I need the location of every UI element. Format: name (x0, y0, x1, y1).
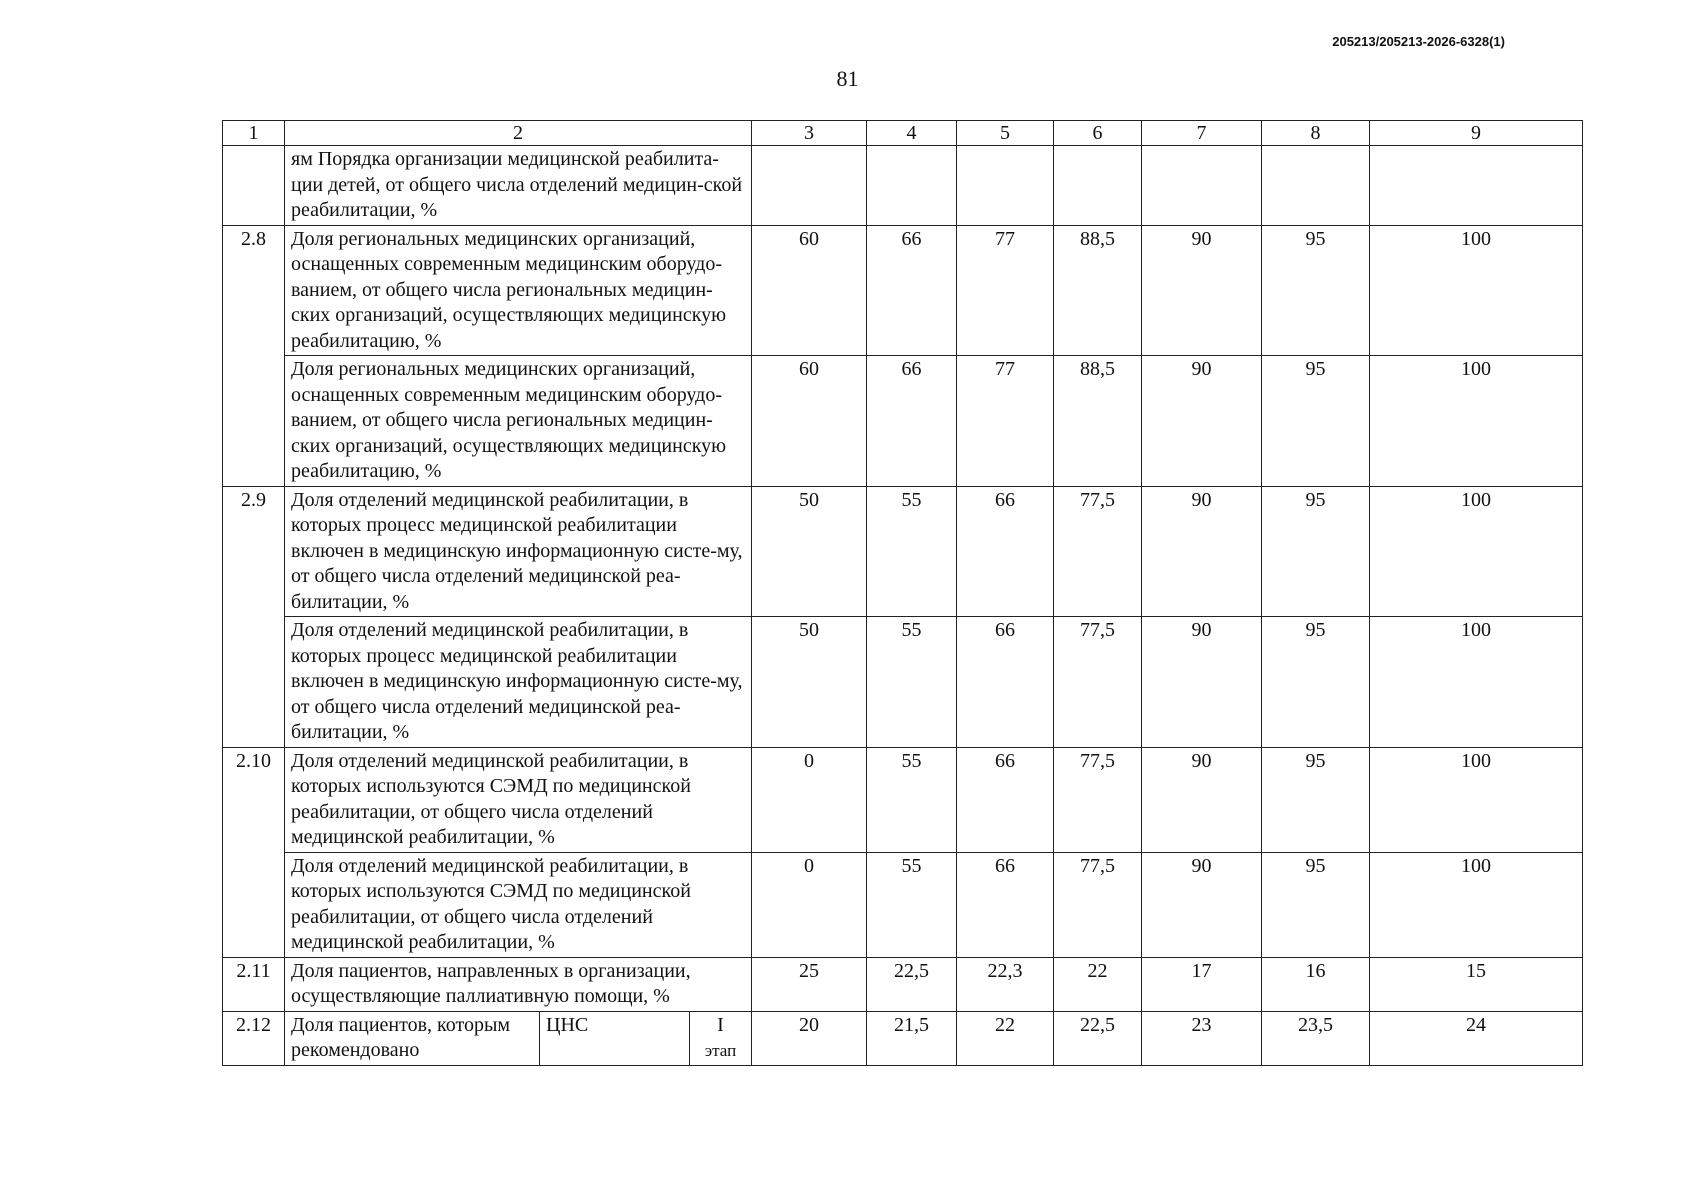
value-cell: 22 (1054, 957, 1142, 1011)
value-cell: 22 (957, 1011, 1054, 1065)
value-cell: 88,5 (1054, 225, 1142, 356)
value-cell: 100 (1370, 486, 1583, 617)
value-cell: 55 (867, 747, 957, 852)
value-cell: 90 (1142, 356, 1262, 487)
value-cell: 100 (1370, 747, 1583, 852)
value-cell: 77 (957, 356, 1054, 487)
indicator-description: Доля региональных медицинских организаций, оснащенных современным медицинским оборудо-ванием, от общего числа региональных медицин-ских организаций, осуществляющих медицинскую реабилитацию, % (285, 356, 752, 487)
value-cell: 23 (1142, 1011, 1262, 1065)
value-cell: 0 (752, 852, 867, 957)
stage-cell (690, 1011, 752, 1065)
indicator-description: Доля отделений медицинской реабилитации, в которых используются СЭМД по медицинской реабилитации, от общего числа отделений медицинской реабилитации, % (285, 852, 752, 957)
value-cell: 17 (1142, 957, 1262, 1011)
row-number-cell: 2.10 (223, 747, 285, 957)
value-cell: 50 (752, 486, 867, 617)
page-number: 81 (836, 66, 859, 91)
table-row (223, 1011, 1583, 1065)
row-number-cell: 2.11 (223, 957, 285, 1011)
value-cell (957, 146, 1054, 226)
row-number-cell (223, 146, 285, 226)
document-id: 205213/205213-2026-6328(1) (1332, 34, 1505, 49)
column-header: 7 (1142, 121, 1262, 146)
value-cell: 77,5 (1054, 486, 1142, 617)
value-cell: 77 (957, 225, 1054, 356)
column-header: 9 (1370, 121, 1583, 146)
value-cell: 90 (1142, 747, 1262, 852)
value-cell: 77,5 (1054, 852, 1142, 957)
value-cell (1262, 146, 1370, 226)
value-cell: 55 (867, 852, 957, 957)
value-cell: 55 (867, 486, 957, 617)
value-cell: 100 (1370, 225, 1583, 356)
value-cell: 66 (867, 225, 957, 356)
row-number-cell: 2.12 (223, 1011, 285, 1065)
row-number-cell: 2.8 (223, 225, 285, 486)
value-cell: 50 (752, 617, 867, 748)
value-cell: 90 (1142, 225, 1262, 356)
value-cell: 15 (1370, 957, 1583, 1011)
indicator-description: Доля пациентов, которым рекомендовано (285, 1011, 540, 1065)
indicators-table (222, 120, 1583, 1066)
table-row (223, 225, 1583, 356)
value-cell: 22,5 (1054, 1011, 1142, 1065)
value-cell: 25 (752, 957, 867, 1011)
value-cell: 100 (1370, 617, 1583, 748)
value-cell: 20 (752, 1011, 867, 1065)
sub-category-label: ЦНС (540, 1011, 690, 1065)
column-header: 2 (285, 121, 752, 146)
value-cell (1142, 146, 1262, 226)
column-header: 5 (957, 121, 1054, 146)
column-header: 6 (1054, 121, 1142, 146)
stage-word: этап (704, 1041, 737, 1060)
value-cell: 90 (1142, 852, 1262, 957)
value-cell: 16 (1262, 957, 1370, 1011)
value-cell: 66 (867, 356, 957, 487)
table-row (223, 957, 1583, 1011)
value-cell: 66 (957, 486, 1054, 617)
table-row (223, 747, 1583, 852)
value-cell: 66 (957, 747, 1054, 852)
indicator-description: Доля пациентов, направленных в организации, осуществляющие паллиативную помощи, % (285, 957, 752, 1011)
value-cell: 21,5 (867, 1011, 957, 1065)
table-row (223, 486, 1583, 617)
indicator-description: Доля отделений медицинской реабилитации, в которых используются СЭМД по медицинской реабилитации, от общего числа отделений медицинской реабилитации, % (285, 747, 752, 852)
value-cell: 77,5 (1054, 747, 1142, 852)
stage-roman: I (717, 1013, 724, 1036)
value-cell (752, 146, 867, 226)
value-cell: 95 (1262, 747, 1370, 852)
value-cell: 55 (867, 617, 957, 748)
column-header: 4 (867, 121, 957, 146)
value-cell: 66 (957, 617, 1054, 748)
value-cell: 95 (1262, 225, 1370, 356)
value-cell: 88,5 (1054, 356, 1142, 487)
value-cell: 60 (752, 356, 867, 487)
table-row (223, 852, 1583, 957)
indicator-description: ям Порядка организации медицинской реабилита-ции детей, от общего числа отделений медицин-ской реабилитации, % (285, 146, 752, 226)
value-cell: 0 (752, 747, 867, 852)
value-cell: 100 (1370, 852, 1583, 957)
value-cell (1370, 146, 1583, 226)
column-number-row (223, 121, 1583, 146)
value-cell: 22,5 (867, 957, 957, 1011)
indicator-description: Доля отделений медицинской реабилитации, в которых процесс медицинской реабилитации включен в медицинскую информационную систе-му, от общего числа отделений медицинской реа-билитации, % (285, 486, 752, 617)
value-cell: 90 (1142, 486, 1262, 617)
value-cell (867, 146, 957, 226)
value-cell: 23,5 (1262, 1011, 1370, 1065)
value-cell: 95 (1262, 486, 1370, 617)
value-cell: 77,5 (1054, 617, 1142, 748)
indicator-description: Доля отделений медицинской реабилитации, в которых процесс медицинской реабилитации включен в медицинскую информационную систе-му, от общего числа отделений медицинской реа-билитации, % (285, 617, 752, 748)
table-row (223, 146, 1583, 226)
value-cell: 90 (1142, 617, 1262, 748)
row-number-cell: 2.9 (223, 486, 285, 747)
value-cell: 66 (957, 852, 1054, 957)
value-cell (1054, 146, 1142, 226)
column-header: 8 (1262, 121, 1370, 146)
value-cell: 95 (1262, 617, 1370, 748)
column-header: 1 (223, 121, 285, 146)
value-cell: 24 (1370, 1011, 1583, 1065)
value-cell: 95 (1262, 852, 1370, 957)
value-cell: 60 (752, 225, 867, 356)
indicator-description: Доля региональных медицинских организаций, оснащенных современным медицинским оборудо-ванием, от общего числа региональных медицин-ских организаций, осуществляющих медицинскую реабилитацию, % (285, 225, 752, 356)
value-cell: 22,3 (957, 957, 1054, 1011)
table-row (223, 617, 1583, 748)
table-row (223, 356, 1583, 487)
value-cell: 95 (1262, 356, 1370, 487)
column-header: 3 (752, 121, 867, 146)
value-cell: 100 (1370, 356, 1583, 487)
